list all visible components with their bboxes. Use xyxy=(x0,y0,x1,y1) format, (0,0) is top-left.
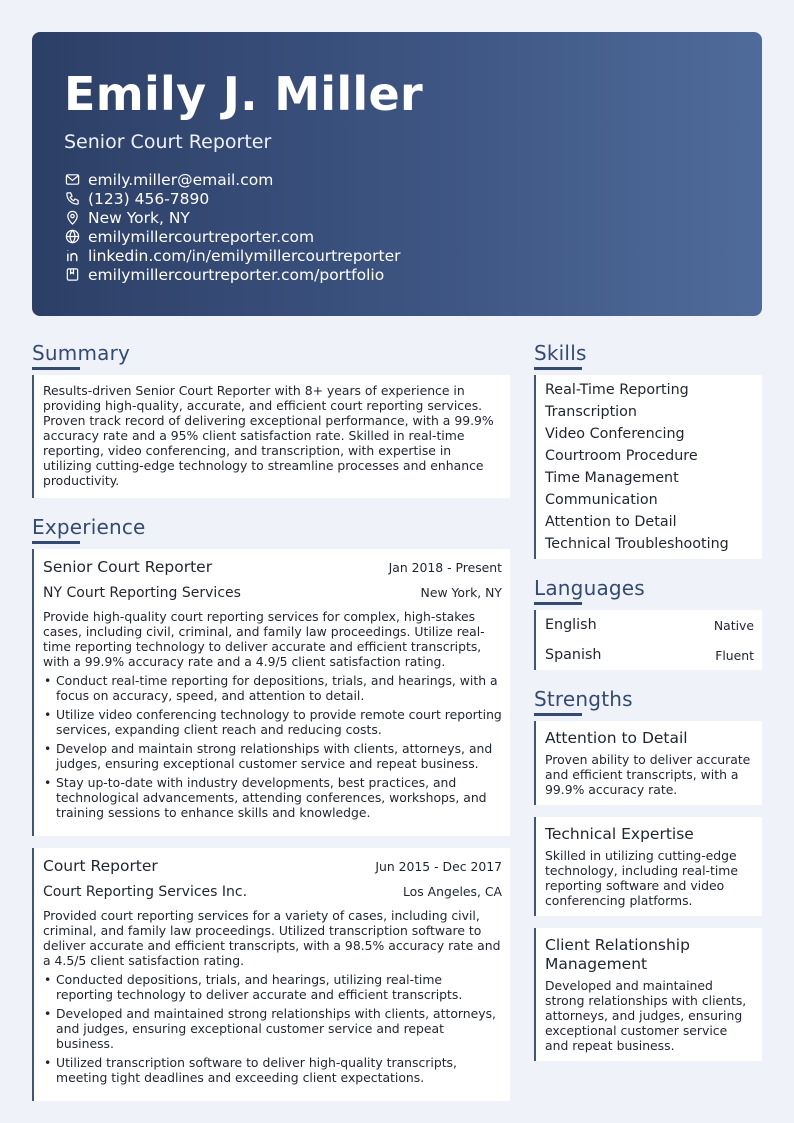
experience-heading: Experience xyxy=(32,515,146,539)
contact-portfolio[interactable] xyxy=(64,265,730,284)
contact-location xyxy=(64,208,730,227)
strength-description: Proven ability to deliver accurate and efficient transcripts, with a 99.9% accuracy rate. xyxy=(545,752,751,797)
right-column xyxy=(534,340,762,1073)
languages-card xyxy=(534,610,762,670)
language-row xyxy=(536,610,762,640)
job-bullet: • Utilized transcription software to deliver high-quality transcripts, meeting tight deadlines and exceeding client expectations. xyxy=(43,1055,502,1085)
envelope-icon xyxy=(64,172,80,188)
job-bullet: • Developed and maintained strong relationships with clients, attorneys, and judges, ensuring exceptional customer service and repeat business. xyxy=(43,1006,502,1051)
skills-card xyxy=(534,375,762,559)
job-bullet-list xyxy=(43,673,502,820)
skill-item: Transcription xyxy=(545,404,637,420)
job-location: Los Angeles, CA xyxy=(402,884,502,899)
job-bullet: • Develop and maintain strong relationships with clients, attorneys, and judges, ensuring exceptional customer service and repeat business. xyxy=(43,741,502,771)
summary-card xyxy=(32,375,510,498)
job-bullet: • Conducted depositions, trials, and hearings, utilizing real-time reporting technology to deliver accurate and efficient transcripts. xyxy=(43,972,502,1002)
skill-item: Real-Time Reporting xyxy=(545,382,689,398)
strength-card xyxy=(534,721,762,805)
language-level: Native xyxy=(713,617,754,633)
job-organization: NY Court Reporting Services xyxy=(43,585,241,601)
contact-website-text: emilymillercourtreporter.com xyxy=(88,227,315,246)
left-column xyxy=(32,340,510,1101)
skills-heading: Skills xyxy=(534,341,587,365)
job-description: Provide high-quality court reporting services for complex, high-stakes cases, including civil, criminal, and family law proceedings. Utilize real-time reporting technology to deliver accurate and efficient transcripts, with a 99.9% accuracy rate and a 4.9/5 client satisfaction rating. xyxy=(43,609,485,669)
job-dates: Jun 2015 - Dec 2017 xyxy=(375,859,502,874)
skills-heading-rule xyxy=(534,367,582,370)
candidate-title: Senior Court Reporter xyxy=(64,131,272,153)
skill-item: Technical Troubleshooting xyxy=(545,536,729,552)
job-description: Provided court reporting services for a variety of cases, including civil, criminal, and family law proceedings. Utilized transcription software to deliver accurate and efficient transcripts, with a 98.5% accuracy rate and a 4.5/5 client satisfaction rating. xyxy=(43,908,501,968)
candidate-name: Emily J. Miller xyxy=(64,67,423,121)
language-row xyxy=(536,640,762,670)
portfolio-icon xyxy=(64,267,80,283)
job-organization: Court Reporting Services Inc. xyxy=(43,884,248,900)
contact-email[interactable] xyxy=(64,170,730,189)
summary-text: Results-driven Senior Court Reporter with 8+ years of experience in providing high-quality, accurate, and efficient court reporting services. Proven track record of delivering exceptional performance, with a 99.9% accuracy rate and a 95% client satisfaction rate. Skilled in real-time reporting, video conferencing, and transcription, with expertise in utilizing cutting-edge technology to streamline processes and enhance productivity. xyxy=(43,383,494,488)
strengths-heading: Strengths xyxy=(534,687,633,711)
strength-title: Attention to Detail xyxy=(545,729,688,747)
location-pin-icon xyxy=(64,210,80,226)
strength-title: Technical Expertise xyxy=(545,825,694,843)
phone-icon xyxy=(64,191,80,207)
job-dates: Jan 2018 - Present xyxy=(388,560,502,575)
contact-email-text: emily.miller@email.com xyxy=(88,170,274,189)
contact-linkedin-text: linkedin.com/in/emilymillercourtreporter xyxy=(88,246,401,265)
strengths-heading-rule xyxy=(534,713,582,716)
job-entry xyxy=(32,549,510,836)
contact-phone[interactable] xyxy=(64,189,730,208)
job-bullet: • Utilize video conferencing technology to provide remote court reporting services, expanding client reach and reducing costs. xyxy=(43,707,502,737)
globe-icon xyxy=(64,229,80,245)
strength-card xyxy=(534,928,762,1061)
skill-item: Courtroom Procedure xyxy=(545,448,698,464)
skill-item: Video Conferencing xyxy=(545,426,685,442)
contact-website[interactable] xyxy=(64,227,730,246)
strength-description: Developed and maintained strong relationships with clients, attorneys, and judges, ensuring exceptional customer service and repeat business. xyxy=(545,978,747,1053)
language-name: Spanish xyxy=(545,647,602,663)
contact-phone-text: (123) 456-7890 xyxy=(88,189,210,208)
skill-item: Communication xyxy=(545,492,658,508)
job-bullet: • Conduct real-time reporting for depositions, trials, and hearings, with a focus on accuracy, speed, and attention to detail. xyxy=(43,673,502,703)
language-level: Fluent xyxy=(715,647,754,663)
languages-heading-rule xyxy=(534,602,582,605)
contact-portfolio-text: emilymillercourtreporter.com/portfolio xyxy=(88,265,385,284)
linkedin-icon xyxy=(64,248,80,264)
contact-linkedin[interactable] xyxy=(64,246,730,265)
skill-item: Attention to Detail xyxy=(545,514,677,530)
job-location: New York, NY xyxy=(420,585,502,600)
job-entry xyxy=(32,848,510,1101)
job-role: Senior Court Reporter xyxy=(43,558,213,576)
job-role: Court Reporter xyxy=(43,857,158,875)
strength-card xyxy=(534,817,762,916)
summary-heading: Summary xyxy=(32,341,131,365)
language-name: English xyxy=(545,617,597,633)
strength-description: Skilled in utilizing cutting-edge technology, including real-time reporting software and video conferencing platforms. xyxy=(545,848,738,908)
skill-item: Time Management xyxy=(545,470,679,486)
contact-list xyxy=(64,170,730,284)
languages-heading: Languages xyxy=(534,576,645,600)
contact-location-text: New York, NY xyxy=(88,208,190,227)
job-bullet-list xyxy=(43,972,502,1085)
job-bullet: • Stay up-to-date with industry developments, best practices, and technological advancements, attending conferences, workshops, and training sessions to enhance skills and knowledge. xyxy=(43,775,502,820)
summary-heading-rule xyxy=(32,367,80,370)
experience-heading-rule xyxy=(32,541,80,544)
strength-title: Client Relationship Management xyxy=(545,936,690,973)
resume-header xyxy=(32,32,762,316)
